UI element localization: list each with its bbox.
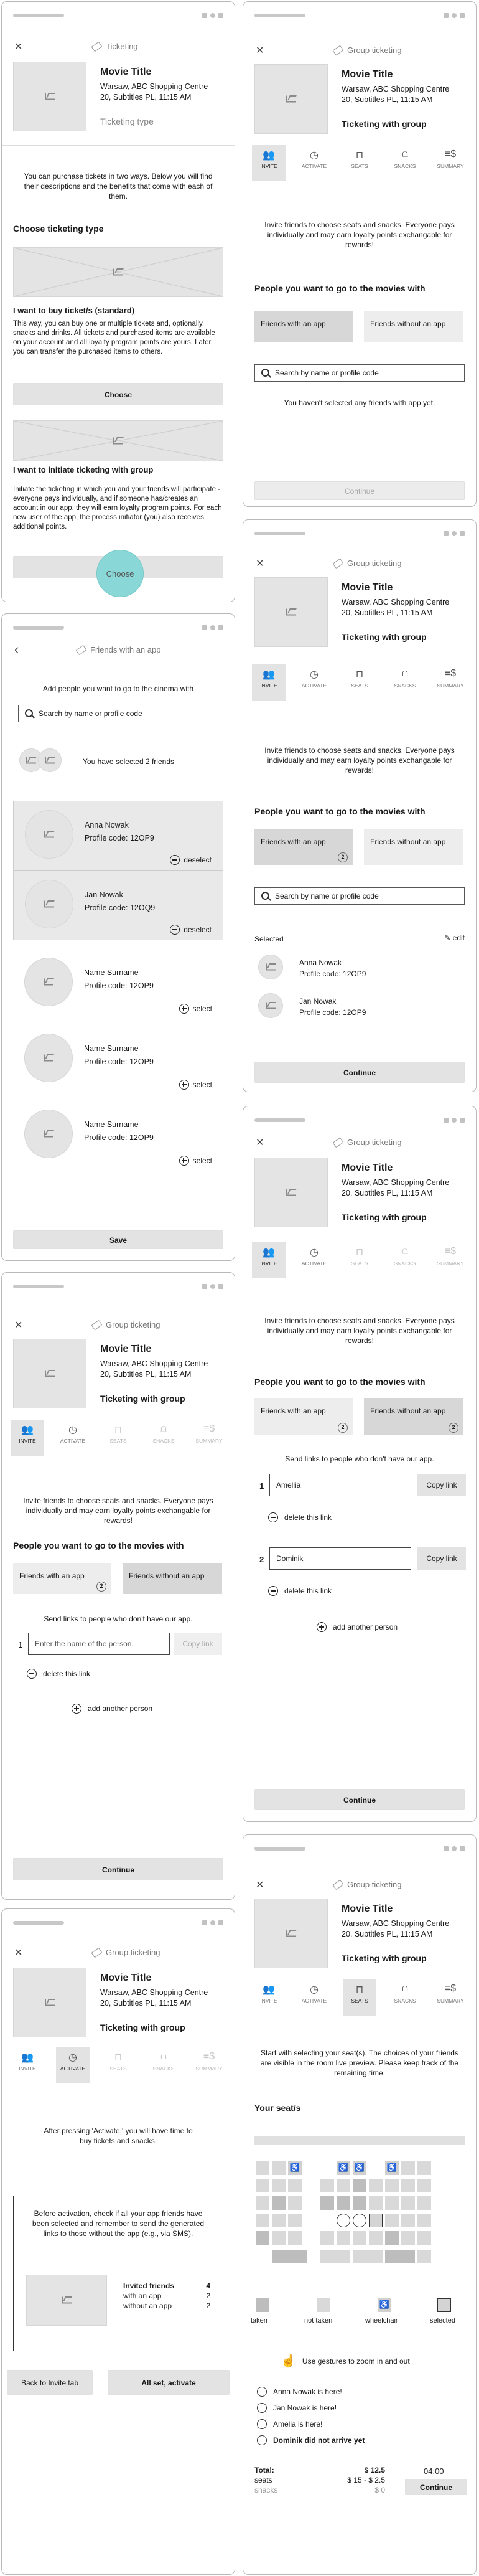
avatar [24,1110,73,1158]
option2-desc: Initiate the ticketing in which you and your friends will participate - everyone pays individually, and if someone has/creates an account in our app, they will earn loyalty program points. For each new user of the app, the process initiator (you) also receives additional points. [13,486,222,531]
continue-button[interactable]: Continue [405,2479,467,2495]
screen-activate [1,1908,235,2575]
friend-seat[interactable] [353,2214,366,2227]
summary-icon: ≡$ [444,1983,457,1994]
seat-icon: ⊓ [355,1247,364,1258]
minus-circle-icon [268,1586,278,1596]
avatar [38,748,62,772]
friends-with-app-button[interactable]: Friends with an app [254,311,353,342]
deselect-button[interactable]: deselect [170,925,212,935]
radio-icon [257,2419,267,2429]
legend-wheelchair-swatch [378,2298,391,2312]
people-heading: People you want to go to the movies with [254,1377,426,1387]
people-heading: People you want to go to the movies with [254,283,426,293]
header-title: Group ticketing [333,1880,401,1889]
status-bar [13,625,223,630]
seat[interactable] [401,2179,415,2192]
close-icon[interactable]: ✕ [256,1138,264,1148]
header-title: Group ticketing [92,1320,160,1329]
search-input[interactable]: Search by name or profile code [18,705,218,722]
screen-invite-selected [243,519,477,1092]
list-item: Anna Nowak Profile code: 12OP9 [299,958,366,978]
tab-invite[interactable]: 👥 INVITE [11,1420,44,1456]
tab-seats[interactable]: ⊓ SEATS [101,1420,135,1456]
ticket-icon [332,1879,343,1890]
wheelchair-seat[interactable] [288,2161,302,2175]
status-bar [254,13,465,18]
tab-seats[interactable]: ⊓ SEATS [101,2047,135,2083]
option1-desc: This way, you can buy one or multiple tickets and, optionally, snacks and drinks. All tickets and purchased items are available on your account and all loyalty program points are yours. Later, you can transfer the purchased items to others. [13,320,215,356]
seat[interactable] [256,2179,269,2192]
movie-title: Movie Title [100,67,152,77]
clock-icon: ◷ [310,1984,319,1995]
seat[interactable] [369,2231,383,2245]
tab-snacks[interactable]: ⩍ SNACKS [388,145,422,181]
clock-icon: ◷ [310,669,319,680]
screen-friends-with-app [1,613,235,1261]
screen-bar [254,2136,465,2145]
friends-without-app-button[interactable]: Friends without an app [364,829,463,865]
select-button[interactable]: select [179,1156,212,1166]
seat[interactable] [417,2161,431,2175]
plus-circle-icon [179,1080,189,1090]
seat[interactable] [369,2196,383,2210]
summary-icon: ≡$ [203,2051,215,2062]
header [2,1315,235,1340]
seat[interactable] [385,2214,399,2227]
seats-intro: Start with selecting your seat(s). The choices of your friends are visible in the room live preview. Please keep track of the remaining time. [260,2049,459,2077]
seat[interactable] [353,2231,366,2245]
seat[interactable] [337,2196,350,2210]
legend-not-taken-swatch [317,2298,330,2312]
movie-poster [13,62,86,131]
popcorn-icon: ⩍ [401,668,409,679]
intro-text: Add people you want to go to the cinema with [42,684,194,693]
tab-snacks[interactable]: ⩍ SNACKS [388,664,422,701]
seat[interactable] [417,2196,431,2210]
seat[interactable] [272,2250,307,2263]
friends-with-app-button[interactable]: Friends with an app 2 [13,1563,111,1594]
plus-circle-icon [179,1156,189,1166]
save-button[interactable]: Save [13,1230,223,1249]
seat[interactable] [401,2214,415,2227]
links-intro: Send links to people who don't have our app. [44,1615,193,1623]
price-summary: Total: $ 12.5 seats $ 15 - $ 2.5 snacks $ 0 [254,2466,385,2494]
seat[interactable] [272,2231,286,2245]
invite-intro: Invite friends to choose seats and snacks. Everyone pays individually and may earn loyalty points exchangable for rewards! [264,1316,455,1345]
header [243,1133,476,1158]
tab-summary[interactable]: ≡$ SUMMARY [434,664,467,701]
tab-snacks[interactable]: ⩍ SNACKS [388,1242,422,1278]
avatar [25,880,73,928]
tab-bar [2,1420,235,1456]
option2-image [13,420,223,461]
tab-summary[interactable]: ≡$ SUMMARY [434,145,467,181]
list-item: Jan Nowak Profile code: 12OQ9 deselect [13,870,223,940]
seat[interactable] [320,2196,334,2210]
copy-link-button[interactable]: Copy link [417,1547,466,1570]
radio-icon [257,2403,267,2413]
add-person-button[interactable]: add another person [317,1622,398,1632]
people-heading: People you want to go to the movies with [254,806,426,816]
radio-icon [257,2387,267,2397]
intro-text: You can purchase tickets in two ways. Below you will find their descriptions and the benefits that come with each of them. [24,172,213,201]
continue-button[interactable]: Continue [254,481,465,500]
wheelchair-seat[interactable] [353,2161,366,2175]
ticket-icon [91,41,102,52]
wheelchair-seat[interactable] [385,2161,399,2175]
close-icon[interactable]: ✕ [256,1880,264,1890]
movie-poster [13,1339,86,1408]
ticket-icon [332,1137,343,1148]
movie-info: Movie Title Warsaw, ABC Shopping Centre 20, Subtitles PL, 11:15 AM Ticketing with group [254,577,465,649]
header [243,1875,476,1900]
links-intro: Send links to people who don't have our app. [285,1455,434,1463]
screen-ticketing-type [1,1,235,602]
summary-icon: ≡$ [444,149,457,159]
clock-icon: ◷ [68,1425,77,1435]
activate-button[interactable]: All set, activate [108,2370,230,2395]
header [243,40,476,65]
tab-seats[interactable]: ⊓ SEATS [343,664,376,701]
option1-image [13,247,223,297]
add-person-button[interactable]: add another person [72,1704,152,1714]
seat-icon: ⊓ [355,150,364,161]
header [2,640,235,665]
seat[interactable] [288,2214,302,2227]
search-input[interactable]: Search by name or profile code [254,364,465,382]
close-icon[interactable]: ✕ [256,559,264,569]
friends-without-app-button[interactable]: Friends without an app [123,1563,222,1594]
tab-seats[interactable]: ⊓ SEATS [343,145,376,181]
invite-intro: Invite friends to choose seats and snacks. Everyone pays individually and may earn loyalty points exchangable for rewards! [264,220,455,249]
close-icon[interactable]: ✕ [14,1320,23,1331]
seat[interactable] [272,2214,286,2227]
minus-circle-icon [170,855,180,865]
selected-count: You have selected 2 friends [83,757,174,766]
minus-circle-icon [170,925,180,935]
tab-bar [2,2047,235,2083]
name-input[interactable]: Dominik [269,1547,411,1570]
summary-icon: ≡$ [444,668,457,679]
copy-link-button[interactable]: Copy link [174,1633,222,1655]
pinch-gesture-icon: ☝ [281,2354,296,2368]
tab-summary[interactable]: ≡$ SUMMARY [434,1242,467,1278]
tab-activate[interactable]: ◷ ACTIVATE [56,2047,90,2083]
choose-standard-button[interactable]: Choose [13,383,223,405]
back-to-invite-button[interactable]: Back to Invite tab [7,2370,93,2395]
legend-selected-swatch [437,2298,451,2312]
avatar [258,955,283,979]
people-icon: 👥 [263,1984,275,1995]
seat[interactable] [417,2179,431,2192]
tab-bar [243,1979,476,2016]
seat-legend: taken not taken ♿ wheelchair selected [256,2298,463,2329]
seat[interactable] [320,2231,334,2245]
seat[interactable] [417,2250,431,2263]
cinema-info: Warsaw, ABC Shopping Centre 20, Subtitles PL, 11:15 AM [100,82,208,101]
movie-poster [254,1899,328,1968]
tab-summary[interactable]: ≡$ SUMMARY [434,1979,467,2016]
seat[interactable] [320,2179,334,2192]
close-icon[interactable]: ✕ [14,42,23,52]
screen-invite-links: ✕ Group ticketing Movie Title Warsaw, ABC Shopping Centre 20, Subtitles PL, 11:15 AM Ticketing with group 👥 INVITE ◷ ACTIVATE ⊓ SEATS ⩍ SNACKS ≡$ SUMMARY Invite friends to choose seats and snacks. Everyone pays individually and may earn loyalty points exchangable for rewards! People you want to go to the movies with Friends with an app 2 Friends without an app 2 Send links to people who don't have our app. 1 Amellia Copy link delete this link 2 Dominik Copy link delete this link add another person Continue [243,1106,477,1822]
activate-intro: After pressing 'Activate,' you will have time to buy tickets and snacks. [44,2126,193,2145]
seat[interactable] [256,2196,269,2210]
search-input[interactable]: Search by name or profile code [254,887,465,905]
seat[interactable] [288,2231,302,2245]
plus-circle-icon [72,1704,81,1714]
seat[interactable] [353,2179,366,2192]
list-item: Anna Nowak Profile code: 12OP9 deselect [13,801,223,870]
tab-invite[interactable]: 👥 INVITE [252,664,286,701]
friends-without-app-button[interactable]: Friends without an app 2 [364,1398,463,1435]
minus-circle-icon [27,1669,37,1679]
people-icon: 👥 [263,1247,275,1258]
seat[interactable] [385,2250,415,2263]
avatar [25,810,73,859]
seat[interactable] [369,2179,383,2192]
movie-info: Movie Title Warsaw, ABC Shopping Centre 20, Subtitles PL, 11:15 AM Ticketing with group [254,64,465,136]
friend-status: Jan Nowak is here! [257,2403,337,2413]
seat[interactable] [417,2214,431,2227]
friends-with-app-button[interactable]: Friends with an app 2 [254,829,353,865]
summary-icon: ≡$ [444,1246,457,1257]
screen-invite-without-app: ✕ Group ticketing Movie Title Warsaw, ABC Shopping Centre 20, Subtitles PL, 11:15 AM Ticketing with group 👥 INVITE ◷ ACTIVATE ⊓ SEATS ⩍ SNACKS ≡$ SUMMARY Invite friends to choose seats and snacks. Everyone pays individually and may earn loyalty points exchangable for rewards! People you want to go to the movies with Friends with an app 2 Friends without an app Send links to people who don't have our app. 1 Enter the name of the person. Copy link delete this link add another person Continue [1,1272,235,1900]
seat-icon: ⊓ [355,1984,364,1995]
popcorn-icon: ⩍ [160,1423,167,1434]
tab-invite[interactable]: 👥 INVITE [252,1242,286,1278]
movie-info: Movie Title Warsaw, ABC Shopping Centre 20, Subtitles PL, 11:15 AM Ticketing with group [13,1968,223,2040]
ticket-icon [332,45,343,55]
movie-info: Movie Title Warsaw, ABC Shopping Centre 20, Subtitles PL, 11:15 AM Ticketing with group [13,1339,223,1411]
tab-activate[interactable]: ◷ ACTIVATE [297,1242,331,1278]
radio-icon [257,2435,267,2445]
people-icon: 👥 [21,2052,34,2063]
deselect-button[interactable]: deselect [170,855,212,865]
list-item: Name Surname Profile code: 12OP9 select [13,949,223,1019]
seat[interactable] [256,2214,269,2227]
seat-icon: ⊓ [114,2052,123,2063]
continue-button[interactable]: Continue [254,1062,465,1083]
tab-bar [243,664,476,701]
tab-invite[interactable]: 👥 INVITE [252,145,286,181]
movie-poster [254,1158,328,1227]
seat[interactable] [385,2179,399,2192]
header-title: Ticketing [92,42,138,51]
countdown-timer: 04:00 [424,2466,444,2476]
header-title: Group ticketing [92,1948,160,1957]
choose-heading: Choose ticketing type [13,224,104,234]
plus-circle-icon [179,1004,189,1014]
selected-label: Selected [254,935,284,943]
popcorn-icon: ⩍ [401,1983,409,1994]
friends-without-app-button[interactable]: Friends without an app [364,311,463,342]
option1-title: I want to buy ticket/s (standard) [13,306,135,315]
friend-seat[interactable] [337,2214,350,2227]
activation-info-box: Before activation, check if all your app friends have been selected and remember to send the generated links to those without the app (e.g., via SMS). Invited friends 4 with an app 2 without an app 2 [13,2196,223,2351]
plus-circle-icon [317,1622,327,1632]
tab-bar [243,145,476,181]
option2-title: I want to initiate ticketing with group [13,465,154,474]
tab-activate[interactable]: ◷ ACTIVATE [297,1979,331,2016]
people-heading: People you want to go to the movies with [13,1540,184,1550]
seat-icon: ⊓ [114,1425,123,1435]
avatar [24,958,73,1006]
seat[interactable] [272,2196,286,2210]
people-icon: 👥 [263,150,275,161]
ticketing-type-label: Ticketing type [100,116,154,126]
movie-info [13,62,223,134]
friend-status: Dominik did not arrive yet [257,2435,365,2445]
ticket-icon [75,644,86,655]
select-button[interactable]: select [179,1080,212,1090]
name-input[interactable]: Enter the name of the person. [28,1633,170,1655]
seat[interactable] [353,2250,383,2263]
header [243,554,476,578]
header-title: Group ticketing [333,45,401,55]
seat[interactable] [337,2231,350,2245]
clock-icon: ◷ [310,150,319,161]
movie-info: Movie Title Warsaw, ABC Shopping Centre 20, Subtitles PL, 11:15 AM Ticketing with group [254,1158,465,1230]
minus-circle-icon [268,1512,278,1522]
seat[interactable] [385,2231,399,2245]
seat[interactable] [353,2196,366,2210]
movie-poster [254,577,328,647]
close-icon[interactable]: ✕ [14,1948,23,1958]
empty-message: You haven't selected any friends with app yet. [284,399,435,407]
tab-snacks[interactable]: ⩍ SNACKS [388,1979,422,2016]
seat[interactable] [256,2231,269,2245]
clock-icon: ◷ [310,1247,319,1258]
tab-snacks[interactable]: ⩍ SNACKS [147,1420,180,1456]
status-bar [13,13,223,18]
header [2,37,235,62]
header-title: Friends with an app [77,645,160,654]
tab-snacks[interactable]: ⩍ SNACKS [147,2047,180,2083]
tab-invite[interactable]: 👥 INVITE [11,2047,44,2083]
tab-invite[interactable]: 👥 INVITE [252,1979,286,2016]
name-input[interactable]: Amellia [269,1474,411,1496]
continue-button[interactable]: Continue [13,1858,223,1880]
seat[interactable] [256,2161,269,2175]
gesture-hint: ☝ Use gestures to zoom in and out [281,2354,410,2368]
seat-map[interactable] [256,2161,465,2271]
status-bar [13,1284,223,1289]
friends-with-app-button[interactable]: Friends with an app 2 [254,1398,353,1435]
ticket-icon [332,558,343,569]
list-item: Jan Nowak Profile code: 12OP9 [299,997,366,1017]
status-bar [254,1118,465,1123]
select-button[interactable]: select [179,1004,212,1014]
seat[interactable] [401,2196,415,2210]
header-title: Group ticketing [333,559,401,568]
seat[interactable] [272,2161,286,2175]
tab-seats[interactable]: ⊓ SEATS [343,1242,376,1278]
tab-seats[interactable]: ⊓ SEATS [343,1979,376,2016]
tab-activate[interactable]: ◷ ACTIVATE [56,1420,90,1456]
seat-icon: ⊓ [355,669,364,680]
continue-button[interactable]: Continue [254,1789,465,1810]
delete-link-button[interactable]: delete this link [268,1512,332,1522]
tab-activate[interactable]: ◷ ACTIVATE [297,145,331,181]
tab-summary[interactable]: ≡$ SUMMARY [192,1420,226,1456]
popcorn-icon: ⩍ [160,2051,167,2062]
illustration [26,2275,107,2326]
list-item: Name Surname Profile code: 12OP9 select [13,1025,223,1095]
delete-link-button[interactable]: delete this link [268,1586,332,1596]
choose-group-button[interactable]: Choose [96,550,144,597]
seat[interactable] [288,2179,302,2192]
seat[interactable] [272,2179,286,2192]
selected-seat[interactable] [369,2214,383,2227]
close-icon[interactable]: ✕ [256,45,264,56]
copy-link-button[interactable]: Copy link [417,1474,466,1496]
header-title: Group ticketing [333,1138,401,1147]
wheelchair-seat[interactable] [337,2161,350,2175]
movie-info: Movie Title Warsaw, ABC Shopping Centre 20, Subtitles PL, 11:15 AM Ticketing with group [254,1899,465,1971]
seat[interactable] [401,2161,415,2175]
summary-icon: ≡$ [203,1423,215,1434]
tab-summary[interactable]: ≡$ SUMMARY [192,2047,226,2083]
back-icon[interactable]: ‹ [14,641,19,657]
seat[interactable] [385,2196,399,2210]
seat[interactable] [337,2179,350,2192]
popcorn-icon: ⩍ [401,149,409,159]
delete-link-button[interactable]: delete this link [27,1669,90,1679]
header [2,1943,235,1968]
popcorn-icon: ⩍ [401,1246,409,1257]
status-bar [254,1846,465,1851]
seat[interactable] [320,2250,350,2263]
avatar [24,1034,73,1082]
edit-button[interactable]: ✎ edit [444,933,465,942]
status-bar [13,1920,223,1925]
seat[interactable] [401,2231,415,2245]
friend-status: Anna Nowak is here! [257,2387,342,2397]
movie-poster [13,1968,86,2037]
legend-taken-swatch [256,2298,269,2312]
screen-seats [243,1834,477,2575]
status-bar [254,531,465,536]
ticket-icon [91,1319,102,1330]
tab-activate[interactable]: ◷ ACTIVATE [297,664,331,701]
avatar [258,993,283,1018]
screen-invite-empty [243,1,477,507]
people-icon: 👥 [263,669,275,680]
pencil-icon: ✎ [444,933,453,942]
invite-intro: Invite friends to choose seats and snacks. Everyone pays individually and may earn loyalty points exchangable for rewards! [23,1496,213,1525]
list-item: Name Surname Profile code: 12OP9 select [13,1101,223,1171]
seats-heading: Your seat/s [254,2103,301,2113]
friend-status: Amelia is here! [257,2419,322,2429]
seat[interactable] [288,2196,302,2210]
seat[interactable] [417,2231,431,2245]
movie-poster [254,64,328,134]
clock-icon: ◷ [68,2052,77,2063]
people-icon: 👥 [21,1425,34,1435]
invited-summary: Invited friends 4 with an app 2 without an app 2 [123,2281,210,2310]
ticket-icon [91,1947,102,1958]
invite-intro: Invite friends to choose seats and snacks. Everyone pays individually and may earn loyalty points exchangable for rewards! [264,746,455,775]
tab-bar [243,1242,476,1278]
